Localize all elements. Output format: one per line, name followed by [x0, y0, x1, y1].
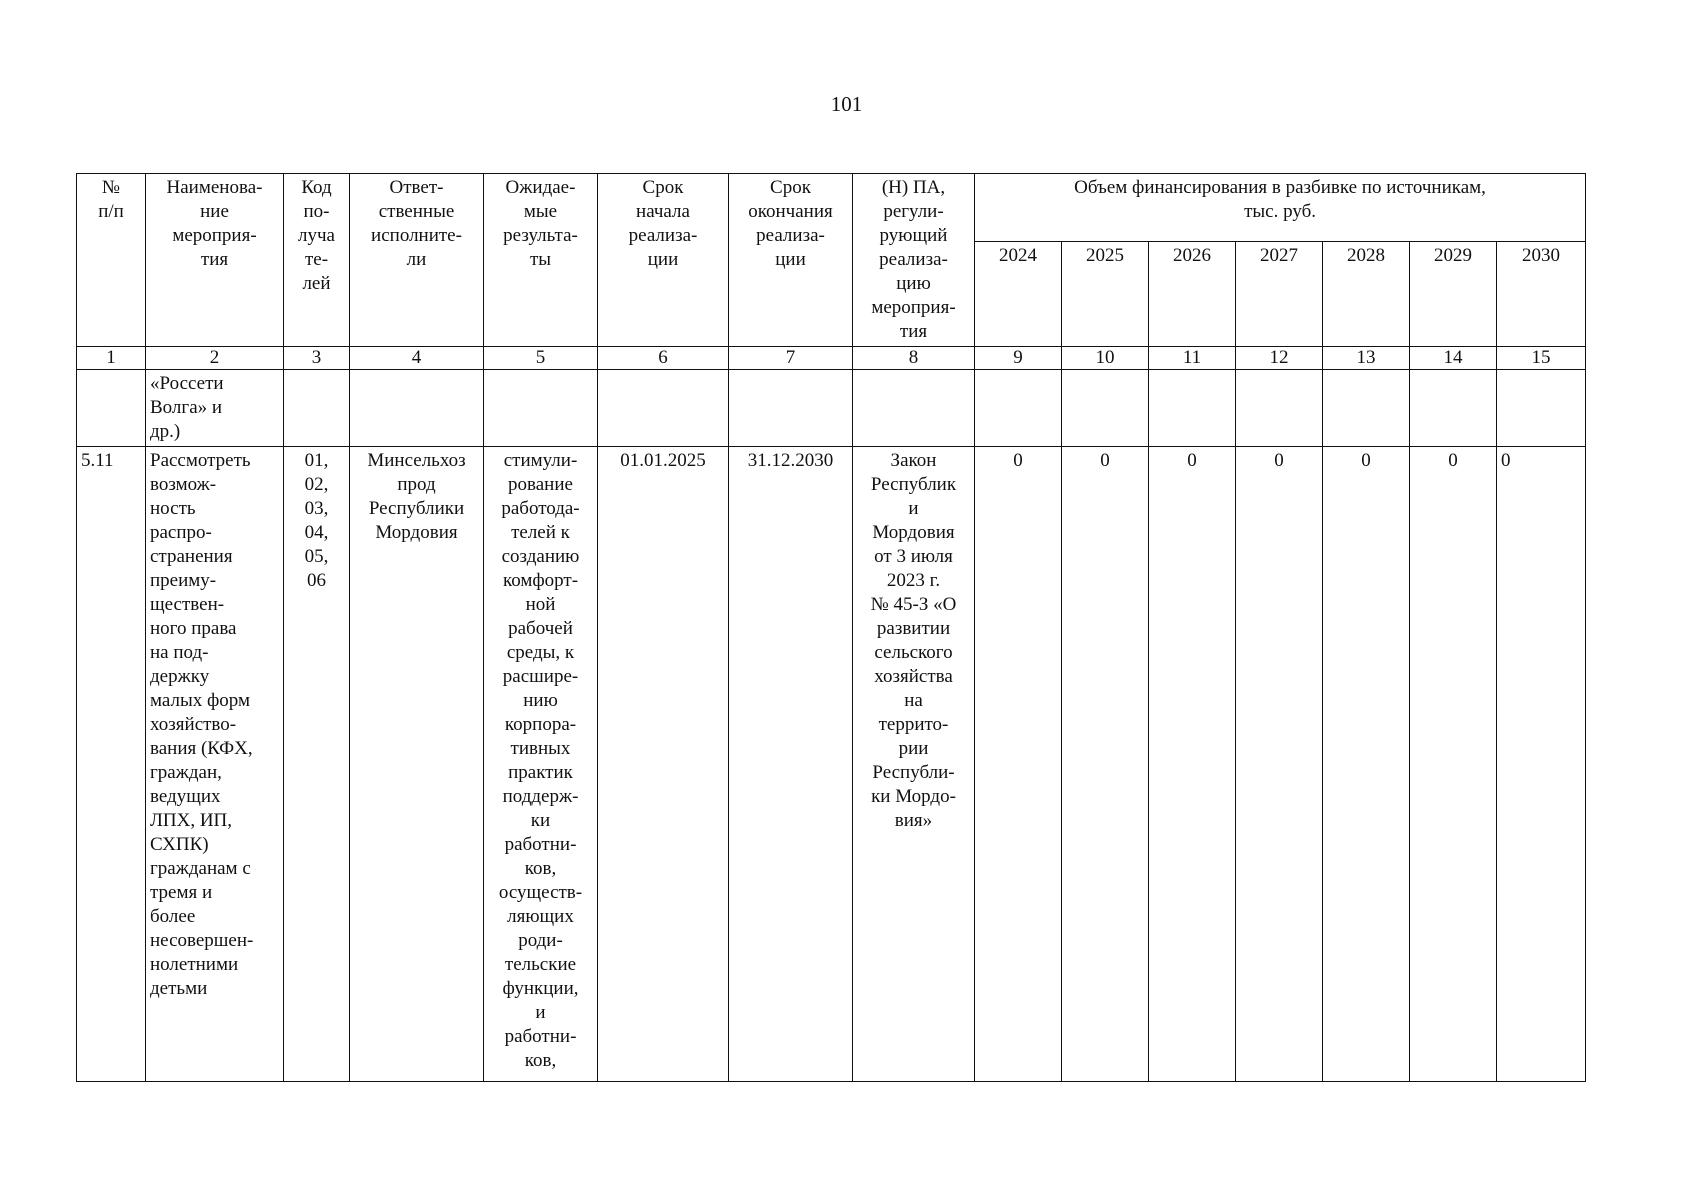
funding-2026: 0 — [1149, 447, 1236, 1082]
measures-table — [76, 173, 1586, 1082]
table-cell — [484, 370, 598, 447]
continuation-row — [77, 370, 1586, 447]
header-year: 2028 — [1323, 241, 1410, 346]
header-year: 2027 — [1236, 241, 1323, 346]
funding-2024: 0 — [975, 447, 1062, 1082]
measure-name: Рассмотреть возмож- ность распро- странения преиму- ществен- ного права на под- держку малых форм хозяйство- вания (КФХ, граждан, ведущих ЛПХ, ИП, СХПК) гражданам с тремя и более несовершен- нолетними детьми — [146, 447, 284, 1082]
funding-2028: 0 — [1323, 447, 1410, 1082]
table-cell — [1149, 370, 1236, 447]
expected-results: стимули- рование работода- телей к созданию комфорт- ной рабочей среды, к расшире- нию корпора- тивных практик поддерж- ки работни- ков, осуществ- ляющих роди- тельские функции, и работни- ков, — [484, 447, 598, 1082]
column-number: 7 — [729, 347, 853, 370]
column-number: 14 — [1410, 347, 1497, 370]
column-number: 13 — [1323, 347, 1410, 370]
column-number: 9 — [975, 347, 1062, 370]
row-number: 5.11 — [77, 447, 146, 1082]
column-number: 1 — [77, 347, 146, 370]
header-year: 2024 — [975, 241, 1062, 346]
recipient-codes: 01, 02, 03, 04, 05, 06 — [284, 447, 350, 1082]
column-number: 3 — [284, 347, 350, 370]
header-measure-name: Наименова- ние мероприя- тия — [146, 174, 284, 347]
table-cell — [975, 370, 1062, 447]
column-number: 5 — [484, 347, 598, 370]
header-financing-title: Объем финансирования в разбивке по источникам, тыс. руб. — [975, 174, 1586, 242]
column-number: 11 — [1149, 347, 1236, 370]
column-number: 12 — [1236, 347, 1323, 370]
column-number: 8 — [853, 347, 975, 370]
header-number: № п/п — [77, 174, 146, 347]
table-cell — [1236, 370, 1323, 447]
column-number-row — [77, 347, 1586, 370]
table-row — [77, 447, 1586, 1082]
column-number: 4 — [350, 347, 484, 370]
header-expected-results: Ожидае- мые результа- ты — [484, 174, 598, 347]
column-number: 15 — [1497, 347, 1586, 370]
table-cell — [1062, 370, 1149, 447]
column-number: 10 — [1062, 347, 1149, 370]
table-cell — [853, 370, 975, 447]
table-cell — [284, 370, 350, 447]
legal-act: Закон Республик и Мордовия от 3 июля 2023 г. № 45-З «О развитии сельского хозяйства на террито- рии Республи- ки Мордо- вия» — [853, 447, 975, 1082]
column-number: 2 — [146, 347, 284, 370]
column-number: 6 — [598, 347, 729, 370]
header-legal-act: (Н) ПА, регули- рующий реализа- цию мероприя- тия — [853, 174, 975, 347]
table-cell — [1497, 370, 1586, 447]
header-executors: Ответ- ственные исполните- ли — [350, 174, 484, 347]
header-year: 2029 — [1410, 241, 1497, 346]
executor: Минсельхоз прод Республики Мордовия — [350, 447, 484, 1082]
table-cell — [1410, 370, 1497, 447]
continuation-measure-name: «Россети Волга» и др.) — [146, 370, 284, 447]
end-date: 31.12.2030 — [729, 447, 853, 1082]
funding-2027: 0 — [1236, 447, 1323, 1082]
funding-2029: 0 — [1410, 447, 1497, 1082]
header-year: 2030 — [1497, 241, 1586, 346]
funding-2025: 0 — [1062, 447, 1149, 1082]
funding-2030: 0 — [1497, 447, 1586, 1082]
table-cell — [77, 370, 146, 447]
table-cell — [729, 370, 853, 447]
start-date: 01.01.2025 — [598, 447, 729, 1082]
header-end-date: Срок окончания реализа- ции — [729, 174, 853, 347]
header-year: 2025 — [1062, 241, 1149, 346]
table-cell — [350, 370, 484, 447]
page-number: 101 — [830, 92, 863, 116]
header-row — [77, 174, 1586, 242]
header-year: 2026 — [1149, 241, 1236, 346]
table-cell — [598, 370, 729, 447]
header-start-date: Срок начала реализа- ции — [598, 174, 729, 347]
table-cell — [1323, 370, 1410, 447]
header-recipient-code: Код по- луча те- лей — [284, 174, 350, 347]
